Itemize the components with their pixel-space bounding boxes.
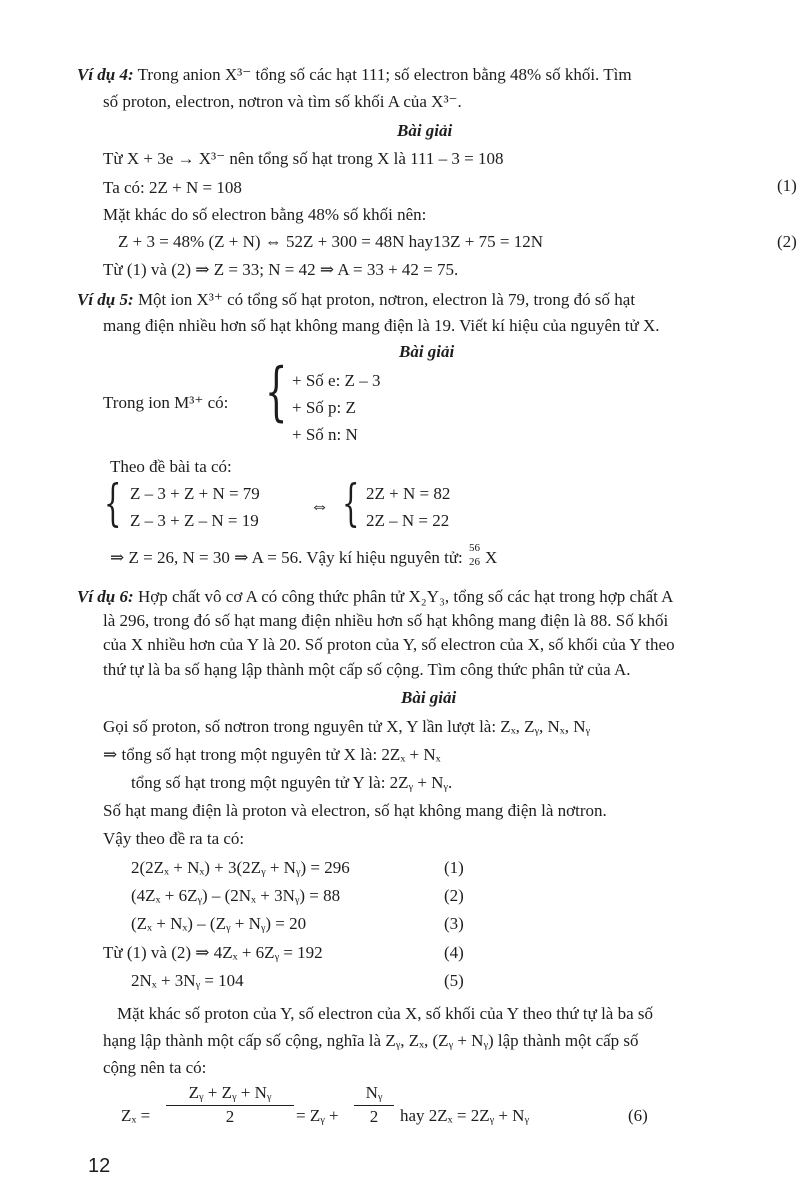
fraction-2-denominator: 2 — [369, 1107, 379, 1126]
page-number: 12 — [88, 1155, 111, 1177]
left-brace-icon: { — [104, 474, 122, 532]
example-4-step-4: Z + 3 = 48% (Z + N) ⇔ 52Z + 300 = 48N hay13Z + 75 = 12N — [118, 232, 544, 251]
example-5-system-eq-1: Z – 3 + Z + N = 79 — [130, 484, 260, 503]
example-4-text-1: Trong anion X³⁻ tổng số các hạt 111; số electron bằng 48% số khối. Tìm — [133, 65, 632, 84]
example-6-para-7: hạng lập thành một cấp số cộng, nghĩa là Zᵧ, Zₓ, (Zᵧ + Nᵧ) lập thành một cấp số — [103, 1031, 639, 1050]
example-6-label: Ví dụ 6: — [77, 587, 134, 606]
example-6-equation-3: (Zₓ + Nₓ) – (Zᵧ + Nᵧ) = 20 — [131, 914, 307, 933]
mass-number: 56 — [469, 542, 481, 554]
example-4-eq-number-1: (1) — [777, 176, 797, 195]
example-5-system-eq-4: 2Z – N = 22 — [366, 511, 450, 530]
formula-middle: = Zᵧ + — [296, 1106, 339, 1125]
example-6-para-5: Vậy theo đề ra ta có: — [103, 829, 245, 848]
example-5-bullet-2: + Số p: Z — [292, 398, 356, 417]
example-4-heading: Bài giải — [397, 121, 453, 140]
example-4-step-2: Ta có: 2Z + N = 108 — [103, 178, 242, 197]
example-6-eq-number-4: (4) — [444, 943, 464, 962]
example-5-result — [110, 542, 498, 572]
example-5-ion-intro: Trong ion M³⁺ có: — [103, 393, 229, 412]
example-6-line-3: của X nhiều hơn của Y là 20. Số proton của Y, số electron của X, số khối của Y theo — [103, 635, 675, 654]
example-5-line-1 — [77, 289, 635, 311]
example-6-eq-number-1: (1) — [444, 858, 464, 877]
example-6-eq-number-5: (5) — [444, 971, 464, 990]
example-6-line-4: thứ tự là ba số hạng lập thành một cấp số cộng. Tìm công thức phân tử của A. — [103, 660, 631, 679]
example-6-equation-5: 2Nₓ + 3Nᵧ = 104 — [131, 971, 244, 990]
example-6-para-2: ⇒ tổng số hạt trong một nguyên tử X là: 2Zₓ + Nₓ — [103, 745, 441, 764]
example-6-text-1: Hợp chất vô cơ A có công thức phân tử X₂Y₃, tổng số các hạt trong hợp chất A — [133, 587, 674, 606]
example-4-eq-number-2: (2) — [777, 232, 797, 251]
example-6-para-6: Mặt khác số proton của Y, số electron của X, số khối của Y theo thứ tự là ba số — [117, 1004, 654, 1023]
example-5-text-1: Một ion X³⁺ có tổng số hạt proton, nơtron, electron là 79, trong đó số hạt — [133, 290, 636, 309]
example-4-step-3: Mặt khác do số electron bằng 48% số khối nên: — [103, 205, 427, 224]
example-5-label: Ví dụ 5: — [77, 290, 134, 309]
formula-lhs: Zₓ = — [121, 1106, 151, 1125]
example-4-step-5: Từ (1) và (2) ⇒ Z = 33; N = 42 ⇒ A = 33 + 42 = 75. — [103, 260, 459, 279]
example-6-para-8: cộng nên ta có: — [103, 1058, 207, 1077]
example-5-line-2: mang điện nhiều hơn số hạt không mang điện là 19. Viết kí hiệu của nguyên tử X. — [103, 316, 660, 335]
formula-fraction-1 — [166, 1082, 294, 1128]
example-6-equation-2: (4Zₓ + 6Zᵧ) – (2Nₓ + 3Nᵧ) = 88 — [131, 886, 341, 905]
formula-rhs: hay 2Zₓ = 2Zᵧ + Nᵧ — [400, 1106, 529, 1125]
equivalence-arrow-icon: ⇔ — [310, 496, 329, 517]
example-5-bullet-1: + Số e: Z – 3 — [292, 371, 381, 390]
example-5-system-eq-2: Z – 3 + Z – N = 19 — [130, 511, 259, 530]
example-5-system-intro: Theo đề bài ta có: — [110, 457, 232, 476]
fraction-2-numerator: Nᵧ — [354, 1082, 394, 1106]
example-6-line-2: là 296, trong đó số hạt mang điện nhiều hơn số hạt không mang điện là 88. Số khối — [103, 611, 669, 630]
fraction-1-denominator: 2 — [225, 1107, 235, 1126]
example-5-bullet-3: + Số n: N — [292, 425, 358, 444]
example-6-eq-number-3: (3) — [444, 914, 464, 933]
example-6-equation-1: 2(2Zₓ + Nₓ) + 3(2Zᵧ + Nᵧ) = 296 — [131, 858, 350, 877]
atomic-number: 26 — [469, 556, 481, 568]
example-4-line-2: số proton, electron, nơtron và tìm số khối A của X³⁻. — [103, 92, 462, 111]
formula-fraction-2 — [354, 1082, 394, 1128]
example-6-equation-4: Từ (1) và (2) ⇒ 4Zₓ + 6Zᵧ = 192 — [103, 943, 323, 962]
example-4-step-1: Từ X + 3e → X³⁻ nên tổng số hạt trong X là 111 – 3 = 108 — [103, 149, 504, 168]
fraction-1-numerator: Zᵧ + Zᵧ + Nᵧ — [166, 1082, 294, 1106]
left-brace-icon: { — [265, 355, 288, 429]
left-brace-icon: { — [342, 474, 360, 532]
formula-eq-number-6: (6) — [628, 1106, 648, 1125]
element-symbol: X — [485, 547, 498, 567]
example-6-eq-number-2: (2) — [444, 886, 464, 905]
example-6-para-3: tổng số hạt trong một nguyên tử Y là: 2Zᵧ + Nᵧ. — [131, 773, 453, 792]
example-5-heading: Bài giải — [399, 342, 455, 361]
example-4-label: Ví dụ 4: — [77, 65, 134, 84]
nuclide-notation — [467, 542, 485, 572]
example-6-para-4: Số hạt mang điện là proton và electron, số hạt không mang điện là nơtron. — [103, 801, 607, 820]
example-5-system-eq-3: 2Z + N = 82 — [366, 484, 451, 503]
example-6-line-1 — [77, 586, 673, 608]
example-5-result-text: ⇒ Z = 26, N = 30 ⇒ A = 56. Vậy kí hiệu nguyên tử: — [110, 547, 463, 567]
example-6-heading: Bài giải — [401, 688, 457, 707]
example-4-line-1 — [77, 64, 632, 86]
example-6-para-1: Gọi số proton, số nơtron trong nguyên tử X, Y lần lượt là: Zₓ, Zᵧ, Nₓ, Nᵧ — [103, 717, 591, 736]
